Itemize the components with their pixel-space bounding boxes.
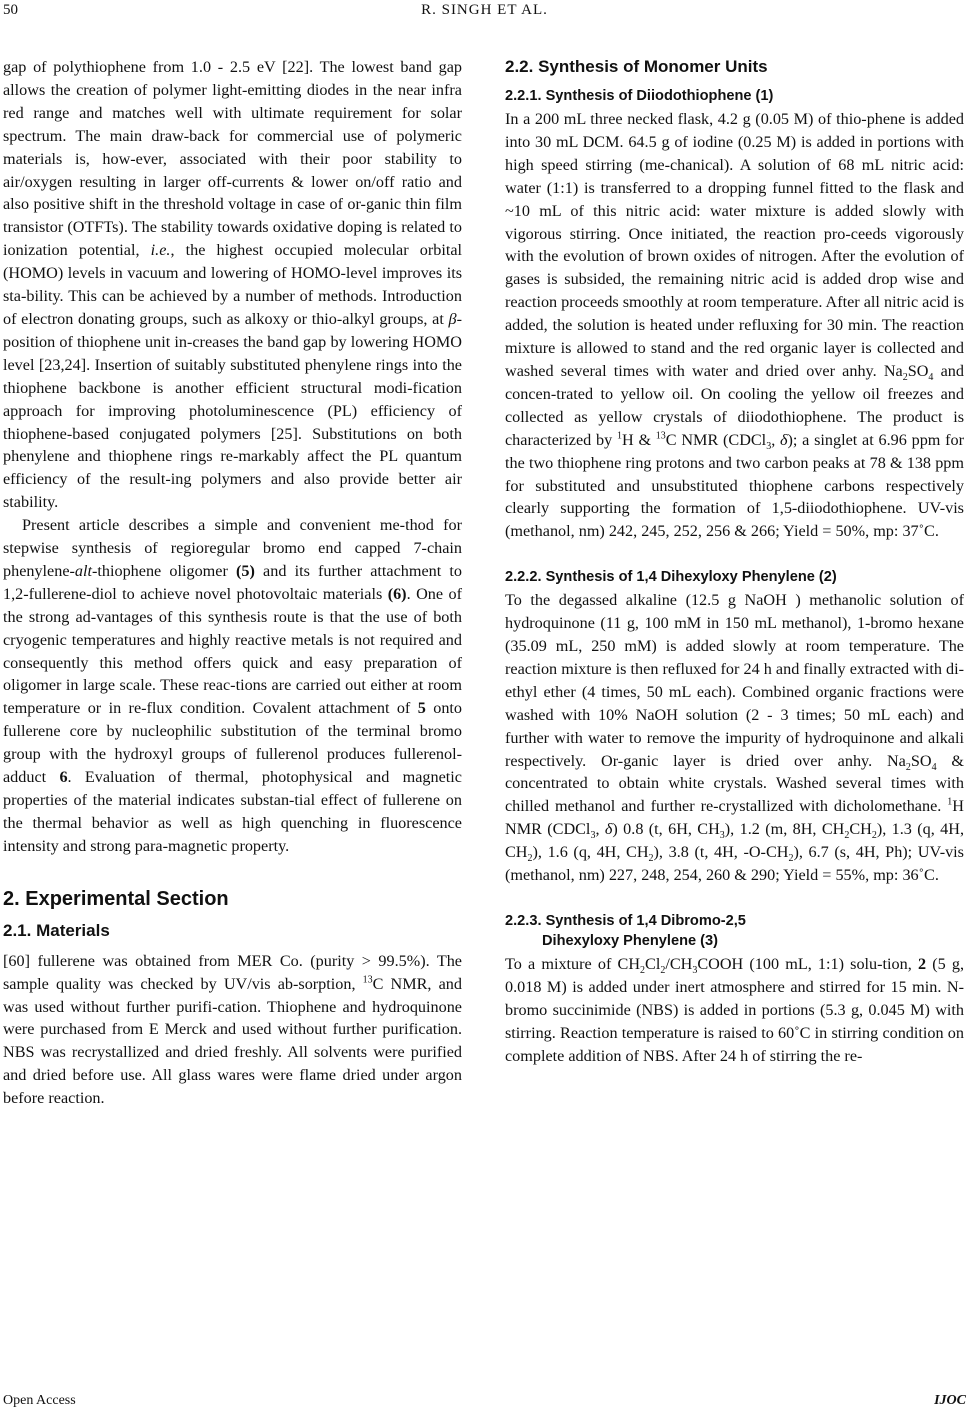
right-column [505,56,964,1068]
paragraph-dihexyloxy-phenylene: To the degassed alkaline (12.5 g NaOH ) methanolic solution of hydroquinone (11 g, 100 mM in 150 mL methanol), 1-bromo hexane (35.09 mL, 250 mM) is added slowly at room temperature. The reaction mixture is then refluxed for 24 h and finally extracted with di-ethyl ether (4 times, 50 mL each). Combined organic fractions were washed with 10% NaOH solution (2 - 3 times; 50 mL each) and further with water to remove the impurity of hydroquinone and alkali respectively. Or-ganic layer is dried over anhy. $Na_2SO_4$ & concentrated to obtain white crystals. Washed several times with chilled methanol and further re-crystallized with dicholomethane. $^1$H NMR (CDCl$_3$, δ) 0.8 (t, 6H, $CH_3$), 1.2 (m, 8H, $CH_2CH_2$), 1.3 (q, 4H, $CH_2$), 1.6 (q, 4H, $CH_2$), 3.8 (t, 4H, $-O-CH_2$), 6.7 (s, 4H, Ph); UV-vis (methanol, nm) 227, 248, 254, 260 & 290; Yield = 55%, mp: 36˚C. [505,591,965,885]
subsubsection-heading-dibromo-dihexyloxy-phenylene: 2.2.3. Synthesis of 1,4 Dibromo-2,5 Dihexyloxy Phenylene (3) [505,913,746,949]
left-column [3,56,462,1110]
subsection-heading-materials: 2.1. Materials [3,920,110,940]
paragraph-dibromo-dihexyloxy-phenylene: To a mixture of $CH_2Cl_2/CH_3COOH$ (100 mL, 1:1) solu-tion, 2 (5 g, 0.018 M) is added under inert atmosphere and stirred for 15 min. N-bromo succinimide (NBS) is added in portions (5.3 g, 0.045 M) with stirring. Reaction temperature is raised to 60˚C in stirring condition on complete addition of NBS. After 24 h of stirring the re- [505,955,965,1065]
page-header [0,2,969,24]
subsection-heading-synthesis: 2.2. Synthesis of Monomer Units [505,57,768,76]
subsubsection-heading-diiodothiophene: 2.2.1. Synthesis of Diiodothiophene (1) [505,88,774,104]
paragraph-intro-continued: gap of polythiophene from 1.0 - 2.5 eV [22]. The lowest band gap allows the creation of polymer light-emitting diodes in the near infra red range and matches well with ultimate requirement for solar spectrum. The main draw-back for commercial use of polymeric materials is, how-ever, associated with their poor stability to air/oxygen resulting in larger off-currents & lower on/off ratio and also positive shift in the threshold voltage in case of or-ganic thin film transistor (OTFTs). The stability towards oxidative doping is related to ionization potential, i.e., the highest occupied molecular orbital (HOMO) levels in vacuum and lowering of HOMO-level improves its sta-bility. This can be achieved by a number of methods. Introduction of electron donating groups, such as alkoxy or thio-alkyl groups, at β-position of thiophene unit in-creases the band gap by lowering HOMO level [23,24]. Insertion of suitably substituted phenylene rings into the thiophene backbone is another efficient structural modi-fication approach for improving photoluminescence (PL) efficiency of thiophene-based conjugated polymers [25]. Substitutions on both phenylene and thiophene rings re-markably affect the PL quantum efficiency of the result-ing polymers and also provide better air stability. [3,58,463,512]
footer-journal-abbrev: IJOC [934,1393,966,1408]
footer-open-access: Open Access [3,1393,76,1408]
running-title: R. SINGH ET AL. [421,2,548,18]
section-heading-experimental: 2. Experimental Section [3,887,229,910]
paragraph-diiodothiophene: In a 200 mL three necked flask, 4.2 g (0.05 M) of thio-phene is added into 30 mL DCM. 64.5 g of iodine (0.25 M) is added in portions with high speed stirring (me-chanical). A solution of 68 mL nitric acid: water (1:1) is transferred to a dropping funnel fitted to the flask and ~10 mL of this nitric acid: water mixture is added slowly with vigorous stirring. Once initiated, the reaction pro-ceeds vigorously with the evolution of brown oxides of nitrogen. After the evolution of gases is subsided, the remaining nitric acid is added drop wise and reaction proceeds smoothly at room temperature. After all nitric acid is added, the solution is heated under refluxing for 30 min. The reaction mixture is allowed to stand and the red organic layer is collected and washed several times with water and dried over anhy. $Na_2SO_4$ and concen-trated to yellow oil. On cooling the yellow oil freezes and collected as yellow crystals of diiodothiophene. The product is characterized by $^1$H & $^{13}$C NMR (CDCl$_3$, δ); a singlet at 6.96 ppm for the two thiophene ring protons and two carbon peaks at 78 & 138 ppm for substituted and unsubstituted thiophene carbons respectively clearly supporting the formation of 1,5-diiodothiophene. UV-vis (methanol, nm) 242, 245, 252, 256 & 266; Yield = 50%, mp: 37˚C. [505,110,965,541]
paragraph-present-article: Present article describes a simple and convenient me-thod for stepwise synthesis of regioregular bromo end capped 7-chain phenylene-alt-thiophene oligomer (5) and its further attachment to 1,2-fullerene-diol to achieve novel photovoltaic materials (6). One of the strong ad-vantages of this synthesis route is that the use of both cryogenic temperatures and highly reactive metals is not required and consequently this method offers quick and easy preparation of oligomer in large scale. These reac-tions are carried out either at room temperature or in re-flux condition. Covalent attachment of 5 onto fullerene core by nucleophilic substitution of the terminal bromo group with the hydroxyl groups of fullerenol produces fullerenol-adduct 6. Evaluation of thermal, photophysical and magnetic properties of the material indicates substan-tial effect of fullerene on the thermal behavior as well as high quenching in fluorescence intensity and strong para-magnetic property. [3,516,463,855]
page-number: 50 [3,2,18,18]
paragraph-materials: [60] fullerene was obtained from MER Co. (purity > 99.5%). The sample quality was checked by UV/vis ab-sorption, $^{13}$C NMR, and was used without further purifi-cation. Thiophene and hydroquinone were purchased from E Merck and used without further purification. NBS was recrystallized and dried freshly. All solvents were purified and dried before use. All glass wares were flame dried under argon before reaction. [3,951,462,1108]
subsubsection-heading-dihexyloxy-phenylene: 2.2.2. Synthesis of 1,4 Dihexyloxy Phenylene (2) [505,569,837,586]
